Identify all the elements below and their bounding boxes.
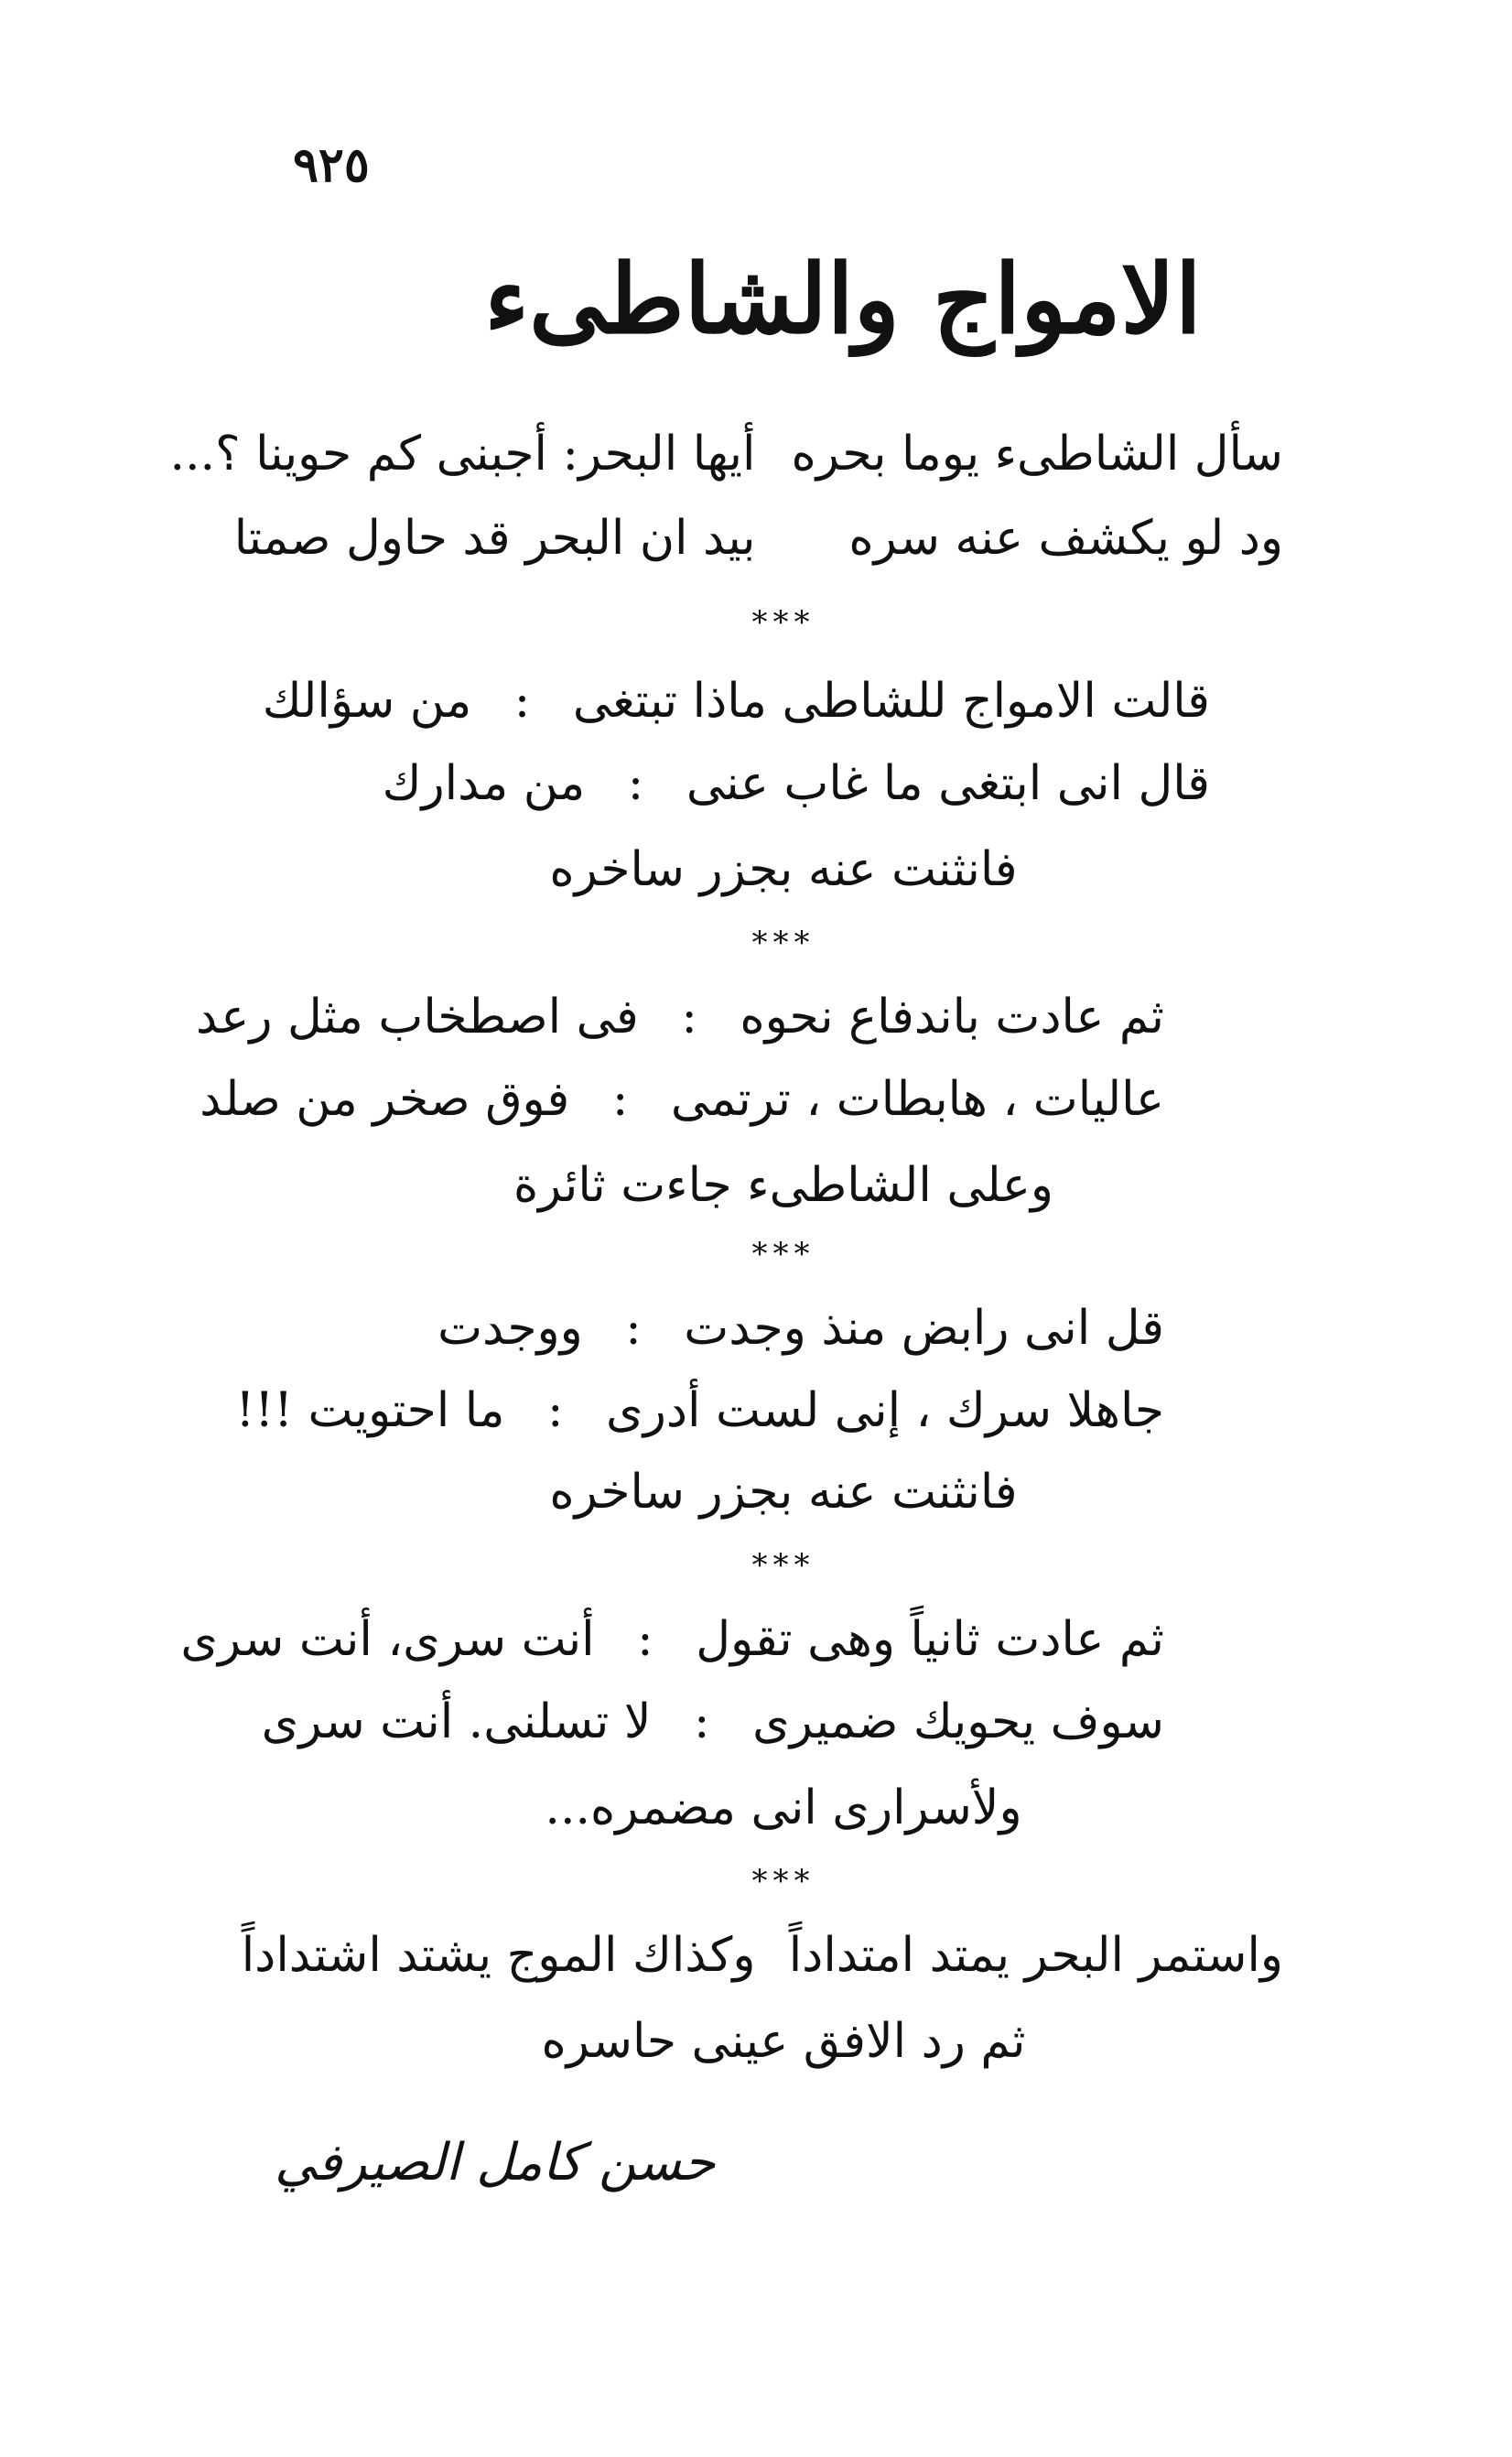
hemistich-right: عاليات ، هابطات ، ترتمى: [670, 1072, 1164, 1127]
verse-line: [261, 1694, 1164, 1749]
hemistich-right: قال انى ابتغى ما غاب عنى: [686, 756, 1210, 811]
colon-separator: :: [681, 990, 697, 1044]
verse-line: [231, 511, 1283, 566]
hemistich-left: فى اصطخاب مثل رعد: [196, 990, 639, 1044]
verse-line: [382, 756, 1210, 811]
verse-line: [200, 1072, 1164, 1127]
hemistich-left: بيد ان البحر قد حاول صمتا: [233, 511, 756, 566]
verse-line: [196, 990, 1164, 1044]
stanza-separator: ***: [751, 925, 815, 961]
colon-separator: :: [694, 1694, 710, 1749]
verse-line: [231, 1928, 1283, 1983]
stanza-separator: ***: [751, 1547, 815, 1584]
verse-line: [180, 1612, 1164, 1667]
hemistich-left: لا تسلنى. أنت سرى: [261, 1694, 652, 1749]
colon-separator: :: [625, 1301, 642, 1356]
verse-line: [235, 1383, 1164, 1438]
hemistich-right: ثم عادت ثانياً وهى تقول: [696, 1612, 1164, 1667]
refrain-line: ثم رد الافق عينى حاسره: [541, 2014, 1026, 2069]
stanza-separator: ***: [751, 604, 815, 641]
colon-separator: :: [611, 1072, 629, 1127]
hemistich-left: من سؤالك: [262, 674, 472, 729]
hemistich-right: ثم عادت باندفاع نحوه: [740, 990, 1164, 1044]
refrain-line: فانثنت عنه بجزر ساخره: [549, 1465, 1018, 1520]
refrain-line: ولأسرارى انى مضمره...: [545, 1781, 1022, 1835]
hemistich-right: قالت الامواج للشاطى ماذا تبتغى: [572, 674, 1210, 729]
hemistich-left: أيها البحر: أجبنى كم حوينا ؟...: [169, 427, 756, 482]
verse-line: [169, 427, 1283, 482]
hemistich-left: من مدارك: [382, 756, 586, 811]
colon-separator: :: [637, 1612, 653, 1667]
hemistich-right: ود لو يكشف عنه سره: [848, 511, 1283, 566]
stanza-separator: ***: [751, 1863, 815, 1900]
hemistich-left: ما احتويت !!!: [235, 1383, 505, 1438]
hemistich-left: فوق صخر من صلد: [200, 1072, 570, 1127]
page-title: الامواج والشاطىء: [484, 243, 1202, 355]
refrain-line: فانثنت عنه بجزر ساخره: [549, 842, 1018, 897]
refrain-line: وعلى الشاطىء جاءت ثائرة: [513, 1158, 1054, 1213]
colon-separator: :: [546, 1383, 564, 1438]
hemistich-left: وكذاك الموج يشتد اشتداداً: [241, 1928, 756, 1983]
signature: حسن كامل الصيرفي: [275, 2133, 716, 2192]
verse-line: [437, 1301, 1164, 1356]
stanza-separator: ***: [751, 1236, 815, 1272]
verse-line: [262, 674, 1210, 729]
hemistich-left: ووجدت: [437, 1301, 583, 1356]
colon-separator: :: [513, 674, 531, 729]
hemistich-left: أنت سرى، أنت سرى: [180, 1612, 595, 1667]
hemistich-right: سأل الشاطىء يوما بحره: [791, 427, 1283, 482]
hemistich-right: واستمر البحر يمتد امتداداً: [788, 1928, 1283, 1983]
page-number: ٩٢٥: [293, 137, 370, 193]
colon-separator: :: [627, 756, 644, 811]
hemistich-right: قل انى رابض منذ وجدت: [684, 1301, 1164, 1356]
hemistich-right: جاهلا سرك ، إنى لست أدرى: [606, 1383, 1164, 1438]
hemistich-right: سوف يحويك ضميرى: [752, 1694, 1164, 1749]
